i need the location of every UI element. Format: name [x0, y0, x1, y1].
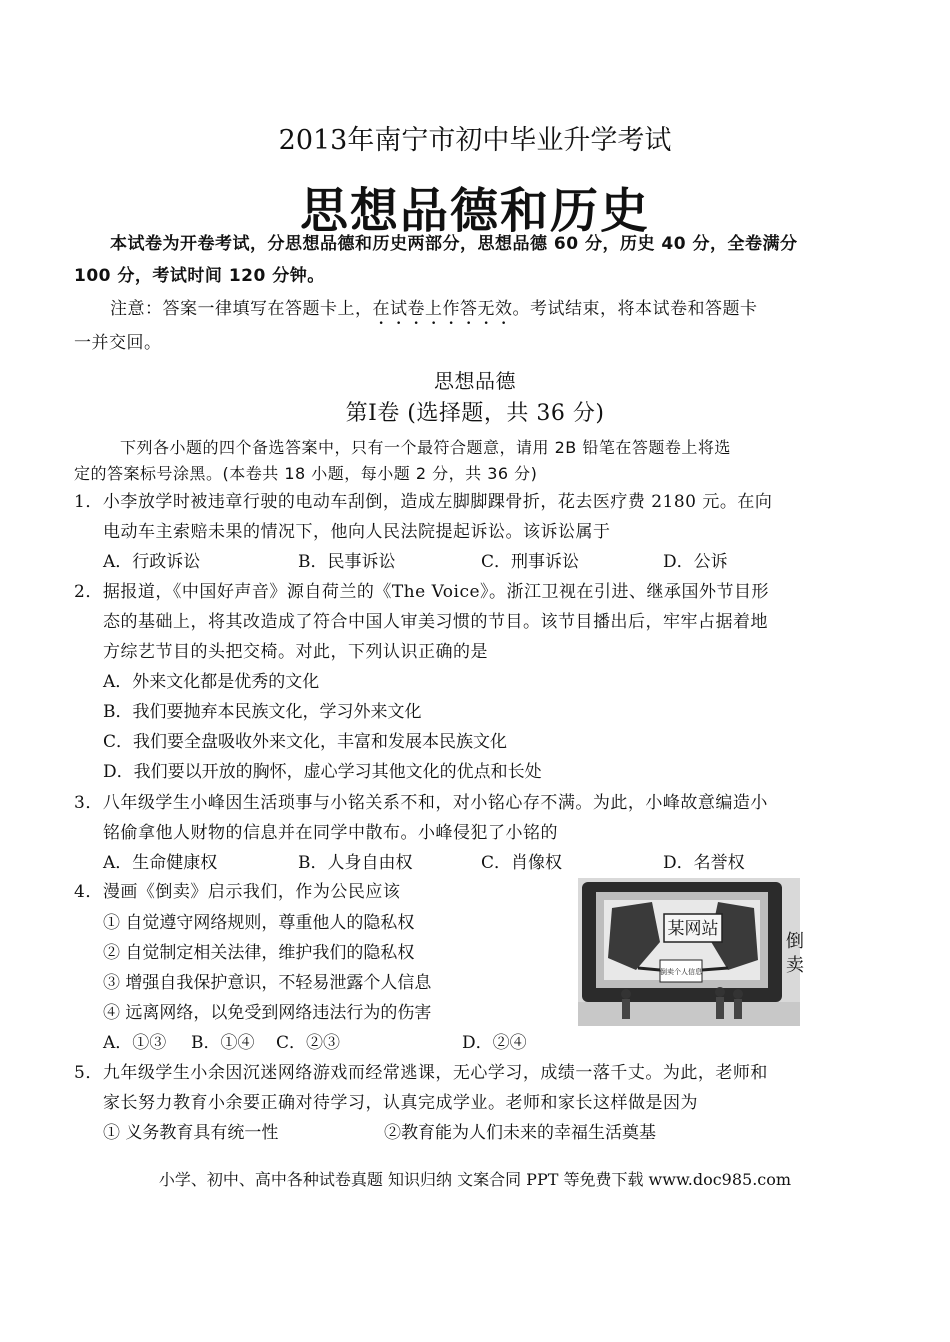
q1-line-1: 1．小李放学时被违章行驶的电动车刮倒，造成左脚脚踝骨折，花去医疗费 2180 元。在向 [74, 492, 773, 512]
q4-option-b: B．①④ [191, 1033, 255, 1053]
intro-line-2: 100 分，考试时间 120 分钟。 [74, 266, 325, 286]
q2-option-b: B．我们要抛弃本民族文化，学习外来文化 [103, 702, 422, 722]
q1-option-d: D．公诉 [663, 552, 728, 572]
q1-option-a: A．行政诉讼 [103, 552, 201, 572]
q4-option-d: D．②④ [462, 1033, 527, 1053]
q1-option-b: B．民事诉讼 [298, 552, 396, 572]
q1-line-2: 电动车主索赔未果的情况下，他向人民法院提起诉讼。该诉讼属于 [103, 522, 611, 542]
q4-item-2: ② 自觉制定相关法律，维护我们的隐私权 [103, 943, 415, 963]
cartoon-paper-text: 倒卖个人信息 [660, 968, 702, 976]
notice-line [110, 298, 758, 329]
notice-emphasis: 在试卷上作答无效 [372, 299, 513, 319]
q2-option-c: C．我们要全盘吸收外来文化，丰富和发展本民族文化 [103, 732, 508, 752]
q5-line-1: 5．九年级学生小余因沉迷网络游戏而经常逃课，无心学习，成绩一落千丈。为此，老师和 [74, 1063, 768, 1083]
page-footer: 小学、初中、高中各种试卷真题 知识归纳 文案合同 PPT 等免费下载 www.doc985.com [158, 1170, 792, 1189]
q1-option-c: C．刑事诉讼 [481, 552, 580, 572]
q5-item-2: ②教育能为人们未来的幸福生活奠基 [384, 1123, 656, 1143]
instruction-line-1: 下列各小题的四个备选答案中，只有一个最符合题意，请用 2B 铅笔在答题卷上将选 [120, 438, 731, 457]
q4-line-1: 4．漫画《倒卖》启示我们，作为公民应该 [74, 882, 401, 902]
notice-suffix: 。考试结束，将本试卷和答题卡 [512, 299, 758, 319]
q2-line-2: 态的基础上，将其改造成了符合中国人审美习惯的节目。该节目播出后，牢牢占据着地 [103, 612, 768, 632]
q3-option-d: D．名誉权 [663, 853, 745, 873]
q4-option-a: A．①③ [103, 1033, 167, 1053]
instruction-line-2: 定的答案标号涂黑。(本卷共 18 小题，每小题 2 分，共 36 分) [74, 464, 538, 483]
q3-line-2: 铭偷拿他人财物的信息并在同学中散布。小峰侵犯了小铭的 [103, 823, 558, 843]
part-title: 第Ⅰ卷 (选择题，共 36 分) [345, 401, 605, 426]
cartoon-caption: 倒卖 [786, 931, 804, 976]
exam-title: 2013年南宁市初中毕业升学考试 [278, 125, 672, 156]
q2-option-a: A．外来文化都是优秀的文化 [103, 672, 320, 692]
q3-option-c: C．肖像权 [481, 853, 563, 873]
q2-option-d: D．我们要以开放的胸怀，虚心学习其他文化的优点和长处 [103, 762, 542, 782]
cartoon-illustration [578, 878, 800, 1026]
q4-item-1: ① 自觉遵守网络规则，尊重他人的隐私权 [103, 913, 415, 933]
q5-line-2: 家长努力教育小余要正确对待学习，认真完成学业。老师和家长这样做是因为 [103, 1093, 698, 1113]
intro-line-1: 本试卷为开卷考试，分思想品德和历史两部分，思想品德 60 分，历史 40 分，全卷满分 [110, 234, 798, 254]
q3-option-b: B．人身自由权 [298, 853, 413, 873]
q3-option-a: A．生命健康权 [103, 853, 218, 873]
q4-item-3: ③ 增强自我保护意识，不轻易泄露个人信息 [103, 973, 432, 993]
cartoon-sign-text: 某网站 [667, 919, 719, 939]
notice-line-2: 一并交回。 [74, 333, 162, 353]
q2-line-3: 方综艺节目的头把交椅。对此，下列认识正确的是 [103, 642, 488, 662]
q3-line-1: 3．八年级学生小峰因生活琐事与小铭关系不和，对小铭心存不满。为此，小峰故意编造小 [74, 793, 768, 813]
q5-item-1: ① 义务教育具有统一性 [103, 1123, 279, 1143]
q2-line-1: 2．据报道，《中国好声音》源自荷兰的《The Voice》。浙江卫视在引进、继承国外节目形 [74, 582, 770, 602]
notice-prefix: 注意：答案一律填写在答题卡上， [110, 299, 373, 319]
subject-title: 思想品德和历史 [299, 183, 650, 239]
q4-item-4: ④ 远离网络，以免受到网络违法行为的伤害 [103, 1003, 432, 1023]
section-name: 思想品德 [434, 369, 516, 393]
q4-option-c: C．②③ [276, 1033, 341, 1053]
